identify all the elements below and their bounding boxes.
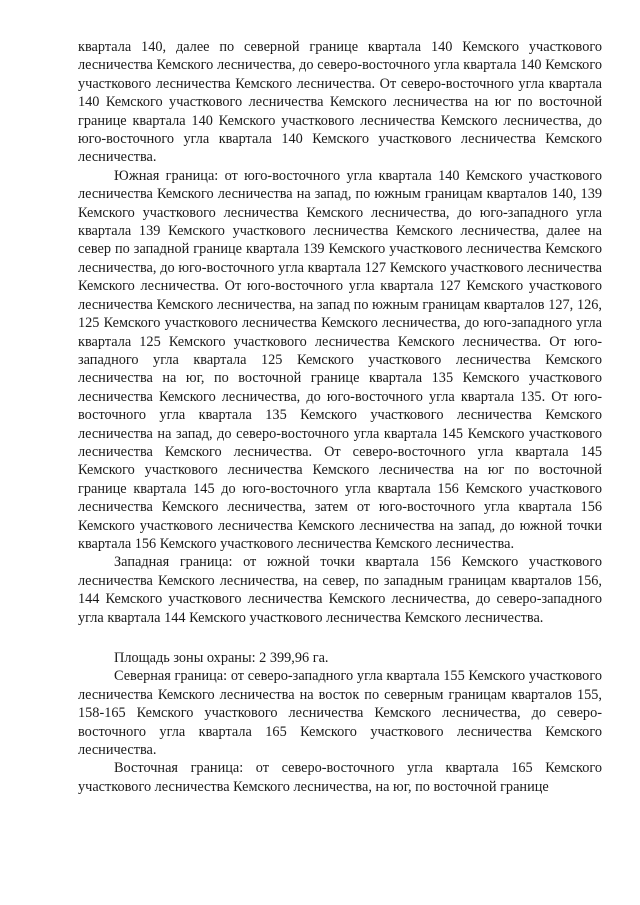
paragraph-protection-zone-area: Площадь зоны охраны: 2 399,96 га. bbox=[114, 650, 329, 666]
paragraph-western-boundary: Западная граница: от южной точки квартала 156 Кемского участкового лесничества Кемского лесничества, на север, по западным границам кварталов 156, 144 Кемского участкового лесничества Кемского лесничества, до северо-западного угла квартала 144 Кемского участкового лесничества Кемского лесничества. bbox=[78, 554, 602, 626]
paragraph-eastern-boundary: Восточная граница: от северо-восточного угла квартала 165 Кемского участкового лесничества Кемского лесничества, на юг, по восточной границе bbox=[78, 760, 602, 795]
paragraph-continuation: квартала 140, далее по северной границе квартала 140 Кемского участкового лесничества Кемского лесничества, до северо-восточного угла квартала 140 Кемского участкового лесничества Кемского лесничества. От северо-восточного угла квартала 140 Кемского участкового лесничества Кемского лесничества на юг по восточной границе квартала 140 Кемского участкового лесничества Кемского лесничества, до юго-восточного угла квартала 140 Кемского участкового лесничества Кемского лесничества. bbox=[78, 39, 602, 166]
paragraph-northern-boundary: Северная граница: от северо-западного угла квартала 155 Кемского участкового лесничества Кемского лесничества на восток по северным границам кварталов 155, 158-165 Кемского участкового лесничества Кемского лесничества, до северо-восточного угла квартала 165 Кемского участкового лесничества Кемского лесничества. bbox=[78, 668, 602, 759]
paragraph-southern-boundary: Южная граница: от юго-восточного угла квартала 140 Кемского участкового лесничества Кемского лесничества на запад, по южным границам кварталов 140, 139 Кемского участкового лесничества Кемского лесничества, до юго-западного угла квартала 139 Кемского участкового лесничества Кемского лесничества, далее на север по западной границе квартала 139 Кемского участкового лесничества Кемского лесничества, до юго-восточного угла квартала 127 Кемского участкового лесничества Кемского лесничества. От юго-восточного угла квартала 127 Кемского участкового лесничества Кемского лесничества, на запад по южным границам кварталов 127, 126, 125 Кемского участкового лесничества Кемского лесничества, до юго-западного угла квартала 125 Кемского участкового лесничества Кемского лесничества. От юго-западного угла квартала 125 Кемского участкового лесничества Кемского лесничества на юг, по восточной границе квартала 135 Кемского участкового лесничества Кемского лесничества, до юго-восточного угла квартала 135. От юго-восточного угла квартала 135 Кемского участкового лесничества Кемского лесничества на запад, до северо-восточного угла квартала 145 Кемского участкового лесничества Кемского лесничества. От северо-восточного угла квартала 145 Кемского участкового лесничества Кемского лесничества на юг по восточной границе квартала 145 до юго-восточного угла квартала 156 Кемского участкового лесничества Кемского лесничества, затем от юго-восточного угла квартала 156 Кемского участкового лесничества Кемского лесничества на запад, до южной точки квартала 156 Кемского участкового лесничества Кемского лесничества. bbox=[78, 167, 602, 552]
document-body bbox=[78, 38, 602, 796]
